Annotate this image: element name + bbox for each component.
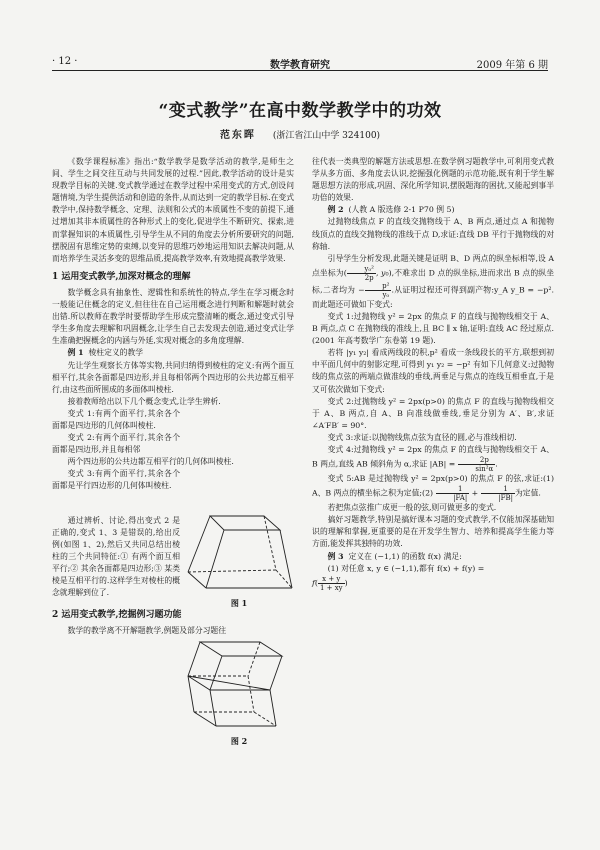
fraction-numerator: x + y (318, 575, 345, 584)
right-variant-3: 变式 3:求证:以抛物线焦点弦为直径的圆,必与准线相切. (327, 432, 517, 442)
section2-paragraph: 数学的教学离不开解题教学,例题及部分习题往 (67, 626, 227, 636)
analysis-text: ,不难求出 D 点的纵坐标,进而求出 B 点的纵坐标,二者均为 − (312, 268, 554, 295)
coord-denominator: 2p (364, 273, 374, 282)
right-variant-2: 变式 2:过抛物线 y² = 2px(p>0) 的焦点 F 的直线与抛物线相交于 A、B 两点,自 A、B 向准线做垂线,垂足分别为 A′、B′,求证 ∠A′FB′ = 90°. (312, 396, 554, 430)
fraction-numerator: p² (365, 282, 392, 291)
prism-edge (210, 656, 222, 690)
example1-paragraph: 先让学生观察长方体等实物,共同归纳得到棱柱的定义:有两个面互相平行,其余各面都是四边形,并且每相邻两个四边形的公共边都互相平行,由这些面所围成的多面体叫棱柱. (52, 360, 294, 394)
function-symbol: f (312, 578, 315, 588)
variant4-text: 变式 4:过抛物线 y² = 2px 的焦点 F 的直线与抛物线相交于 A、B 两点,直线 AB 倾斜角为 α,求证 |AB| = (312, 444, 554, 469)
discussion-paragraph: 通过辨析、讨论,得出变式 2 是正确的,变式 1、3 是错误的,给出反例(如图 1、2),然后又共同总结出棱柱的三个共同特征:① 有两个面互相平行;② 其余各面都是四边形;③ 某类棱是互相平行的.这样学生对棱柱的概念就理解到位了. (52, 515, 180, 598)
prism-edge (270, 656, 282, 690)
example1-paragraph-2: 接着教师给出以下几个概念变式,让学生辨析. (67, 396, 221, 406)
example3-label: 例 3 (327, 551, 344, 561)
right-paragraph-1: 往代表一类典型的解题方法或思想.在数学例习题教学中,可利用变式教学从多方面、多角度去认识,挖掘强化例题的示范功能,既有利于学生解题思想方法的形成,巩固、深化所学知识,摆脱题海的困扰,又能起到事半功倍的效果. (312, 157, 554, 203)
frustum-hidden-edge (264, 516, 276, 570)
right-variant-5: 变式 5:AB 是过抛物线 y² = 2px(p>0) 的焦点 F 的弦,求证:(1) A、B 两点的横坐标之积为定值;(2) $\frac{1}{|FA|}$ + $\frac{1}{|FB|}$ 为定值. (312, 474, 554, 503)
analysis-text: .从证明过程还可得到副产物:y_A y_B = −p². 而此题还可做如下变式: (312, 285, 554, 309)
fraction-denominator: y₀ (382, 290, 390, 299)
example2-heading (312, 204, 554, 216)
example3-fraction (318, 575, 345, 592)
prism-middle-edge (188, 676, 270, 690)
author-name: 范东晖 (219, 130, 256, 141)
analysis-text: 引导学生分析发现,此题关键是证明 B、D 两点的纵坐标相等,设 A 点坐标为 (312, 253, 554, 278)
variant3-text: 变式 3:有两个面平行,其余各个面都是平行四边形的几何体叫棱柱. (52, 469, 180, 491)
right-variant-note: 若将 |y₁ y₂| 看成两线段的积,p² 看成一条线段长的平方,联想到初中平面几何中的射影定理,可得到 y₁ y₂ = −p² 有如下几何意义:过抛物线的焦点弦的两端点做准线的垂线,两垂足与焦点的连线互相垂直,于是又可依次做如下变式: (312, 348, 554, 394)
figure-2 (180, 636, 298, 746)
frustum-edge (188, 572, 206, 588)
example3-heading (312, 551, 554, 563)
variant4-fraction (458, 456, 495, 473)
example1-title: 棱柱定义的教学 (88, 348, 144, 358)
fraction-numerator: 1 (481, 485, 515, 494)
prism-edge (188, 642, 200, 676)
frustum-top-face (210, 516, 280, 530)
example2-label: 例 2 (327, 205, 344, 215)
fraction-numerator: 1 (436, 485, 470, 494)
frustum-drawing (180, 508, 298, 594)
frustum-hidden-edge (188, 570, 276, 572)
coord-numerator: y₀² (347, 265, 376, 274)
variant5-fraction-2 (481, 485, 515, 502)
page-number: · 12 · (52, 56, 78, 67)
variant2-text: 变式 2:有两个面平行,其余各个面都是四边形,并且每相邻 (52, 433, 180, 455)
journal-name: 数学教育研究 (270, 60, 330, 71)
example1-label: 例 1 (67, 348, 84, 358)
prism-top-face (200, 642, 282, 656)
fraction-denominator: |FB| (498, 494, 513, 503)
fraction-denominator: |FA| (453, 494, 468, 503)
prism-edge (188, 676, 194, 712)
prism-hidden-edge (248, 642, 260, 676)
intro-paragraph: 《数学课程标准》指出:“数学教学是数学活动的教学,是师生之间、学生之间交往互动与共同发展的过程.”因此,教学活动的设计是实现教学目标的关键.变式教学通过在教学过程中采用变式的方式,创设问题情境,为学生提供活动和创造的条件,从而达到一定的教学目标.在变式教学中,保持数学概念、定理、法则和公式的本质属性不变的前提下,通过增加其非本质属性的各种形式上的变化,促进学生不断研究、探索,进而掌握知识的本质属性,引导学生从不同的角度去分析所要研究的问题,摆脱固有思维定势的束缚,以变异的思维巧妙地运用知识去解决问题,从而培养学生灵活多变的思维品质,提高教学效率,有效地提高教学效果. (52, 157, 294, 263)
ycoord-fraction (365, 282, 392, 299)
coord-fraction (347, 265, 376, 282)
prism-edge (270, 690, 276, 726)
figure-2-caption: 图 2 (230, 736, 248, 746)
example3-condition: (1) 对任意 x, y ∈ (−1,1),都有 f(x) + f(y) = (327, 563, 485, 573)
figure-1-caption: 图 1 (230, 598, 248, 608)
example1-heading (52, 347, 294, 359)
right-teaching-paragraph: 搞好习题教学,特别是搞好课本习题的变式教学,不仅能加深基础知识的理解和掌握,更重要的是在开发学生智力、培养和提高学生能力等方面,能发挥其独特的功效. (312, 515, 554, 549)
variant2-continued: 两个四边形的公共边都互相平行的几何体叫棱柱. (67, 457, 234, 467)
running-header (52, 56, 548, 71)
prism-hidden-edge (254, 712, 276, 726)
prism-hidden-edge (248, 676, 254, 712)
right-variant-4: 变式 4:过抛物线 y² = 2px 的焦点 F 的直线与抛物线相交于 A、B 两点,直线 AB 倾斜角为 α,求证 |AB| = $\frac{2p}{\text{sin²α}}$ . (312, 444, 554, 474)
example3-formula: f( $\frac{x + y}{1 + xy}$ ) (312, 574, 348, 592)
stacked-prism-drawing (180, 636, 298, 732)
variant5-text: 变式 5:AB 是过抛物线 y² = 2px(p>0) 的焦点 F 的弦,求证:(1) A、B 两点的横坐标之积为定值;(2) (312, 474, 554, 498)
frustum-edge (280, 530, 292, 588)
section1-paragraph: 数学概念具有抽象性、逻辑性和系统性的特点,学生在学习概念时一般能记住概念的定义,但往往在自己运用概念进行判断和解题时就会出错.所以教师在教学时要帮助学生形成完整清晰的概念,通过变式引导学生多角度去理解和巩固概念,让学生自己去发现去创造,通过变式让学生准确把握概念的内涵与外延,实现对概念的多角度理解. (52, 287, 294, 346)
section2-heading: 2 运用变式教学,挖掘例习题功能 (52, 610, 182, 621)
author-line (0, 126, 600, 141)
section1-heading: 1 运用变式教学,加深对概念的理解 (52, 271, 191, 282)
author-affiliation: (浙江省江山中学 324100) (272, 131, 381, 141)
frustum-edge (188, 516, 210, 572)
variant1-text: 变式 1:有两个面平行,其余各个面都是四边形的几何体叫棱柱. (52, 408, 180, 430)
right-variant-1: 变式 1:过抛物线 y² = 2px 的焦点 F 的直线与抛物线相交于 A、B 两点,点 C 在抛物线的准线上,且 BC ∥ x 轴,证明:直线 AC 经过原点.(2001 年高考数学广东卷第 19 题). (312, 311, 554, 346)
issue-label: 2009 年第 6 期 (476, 60, 548, 71)
frustum-hidden-edge (276, 570, 292, 588)
prism-edge (194, 712, 216, 726)
fraction-denominator: 1 + xy (319, 583, 343, 592)
right-column (312, 156, 554, 592)
prism-edge (210, 690, 216, 726)
frustum-edge (206, 530, 224, 588)
variant5-text-end: 为定值. (515, 488, 541, 498)
example2-problem: 过抛物线焦点 F 的直线交抛物线于 A、B 两点,通过点 A 和抛物线顶点的直线交抛物线的准线于点 D,求证:直线 DB 平行于抛物线的对称轴. (312, 217, 554, 251)
fraction-numerator: 2p (458, 456, 495, 465)
figure-1 (180, 508, 298, 608)
right-generalize: 若把焦点弦推广成更一般的弦,则可做更多的变式. (327, 503, 497, 513)
variant5-fraction-1 (436, 485, 470, 502)
example3-text: 定义在 (−1,1) 的函数 f(x) 满足: (348, 551, 462, 561)
example2-source: (人教 A 版选修 2-1 P70 例 5) (348, 205, 455, 215)
fraction-denominator: sin²α (475, 465, 494, 474)
example2-analysis: 引导学生分析发现,此题关键是证明 B、D 两点的纵坐标相等,设 A 点坐标为( $\frac{\text{y₀²}}{2p}$ , y₀),不难求出 D 点的纵坐标,进而求出 B 点的纵坐标,二者均为 − $\frac{\text{p²}}{\text{y₀}}$ .从证明过程还可得到副产物:y_A y_B = −p². 而此题还可做如下变式: (312, 253, 554, 309)
article-title: “变式教学”在高中数学教学中的功效 (158, 101, 442, 121)
